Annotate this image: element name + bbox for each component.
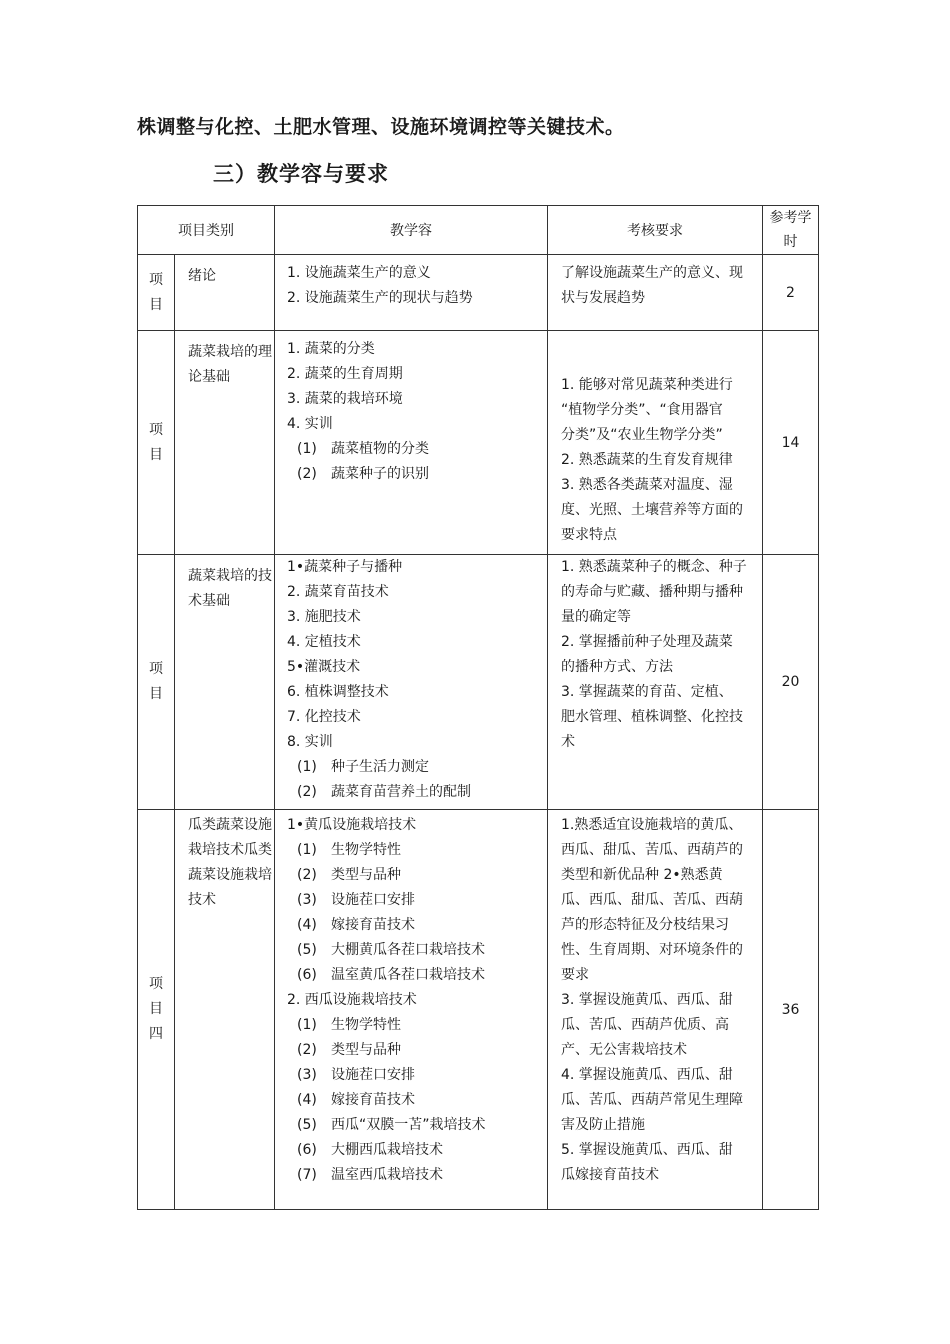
content-subitem	[287, 913, 547, 938]
requirement-line: 了解设施蔬菜生产的意义、现	[561, 265, 743, 281]
table-header-row	[138, 206, 819, 255]
content-item: 2. 设施蔬菜生产的现状与趋势	[287, 290, 473, 306]
subitem-number: (3)	[297, 1067, 317, 1083]
requirement-line: 瓜、苦瓜、西葫芦常见生理障	[561, 1092, 743, 1108]
content-item: 7. 化控技术	[287, 709, 361, 725]
category-char: 目	[149, 1001, 163, 1017]
content-subitem	[287, 938, 547, 963]
requirement-line: 术	[561, 734, 575, 750]
subitem-text: 生物学特性	[331, 842, 401, 858]
subitem-number: (1)	[297, 441, 317, 457]
subitem-text: 设施茬口安排	[331, 1067, 415, 1083]
subitem-number: (5)	[297, 1117, 317, 1133]
subitem-text: 温室黄瓜各茬口栽培技术	[331, 967, 485, 983]
category-char: 项	[149, 976, 163, 992]
subitem-text: 蔬菜育苗营养土的配制	[331, 784, 471, 800]
requirement-line: 2. 掌握播前种子处理及蔬菜	[561, 634, 733, 650]
content-subitem	[287, 780, 547, 805]
requirement-line: 西瓜、甜瓜、苦瓜、西葫芦的	[561, 842, 743, 858]
subitem-number: (1)	[297, 842, 317, 858]
category-number	[138, 555, 175, 810]
content-item: 1•蔬菜种子与播种	[287, 559, 403, 575]
intro-text: 株调整与化控、土肥水管理、设施环境调控等关键技术。	[137, 116, 625, 138]
requirement-line: 性、生育周期、对环境条件的	[561, 942, 743, 958]
content-subitem	[287, 1113, 547, 1138]
requirement-line: 2. 熟悉蔬菜的生育发育规律	[561, 452, 733, 468]
section-heading: 三）教学容与要求	[213, 162, 389, 186]
content-subitem	[287, 1088, 547, 1113]
curriculum-table	[137, 205, 819, 1210]
content-item: 3. 施肥技术	[287, 609, 361, 625]
content-subitem	[287, 838, 547, 863]
subitem-number: (4)	[297, 917, 317, 933]
header-category: 项目类别	[138, 206, 275, 255]
subitem-number: (1)	[297, 759, 317, 775]
subitem-number: (7)	[297, 1167, 317, 1183]
header-requirement: 考核要求	[548, 206, 763, 255]
subitem-text: 温室西瓜栽培技术	[331, 1167, 443, 1183]
category-char: 四	[149, 1026, 163, 1042]
category-name: 绪论	[175, 255, 275, 331]
requirement-line: “植物学分类”、“食用器官	[561, 402, 723, 418]
content-cell	[275, 555, 548, 810]
requirement-cell	[548, 331, 763, 555]
content-item: 1. 蔬菜的分类	[287, 341, 375, 357]
content-subitem	[287, 1038, 547, 1063]
requirement-line: 3. 掌握蔬菜的育苗、定植、	[561, 684, 733, 700]
category-number	[138, 255, 175, 331]
content-subitem	[287, 963, 547, 988]
subitem-text: 嫁接育苗技术	[331, 917, 415, 933]
content-subitem	[287, 863, 547, 888]
content-item: 4. 实训	[287, 416, 333, 432]
subitem-text: 蔬菜种子的识别	[331, 466, 429, 482]
subitem-text: 设施茬口安排	[331, 892, 415, 908]
subitem-number: (4)	[297, 1092, 317, 1108]
requirement-line: 要求特点	[561, 527, 617, 543]
category-name: 蔬菜栽培的技术基础	[175, 555, 275, 810]
category-number	[138, 810, 175, 1210]
category-char: 项	[149, 421, 163, 438]
subitem-text: 嫁接育苗技术	[331, 1092, 415, 1108]
category-char: 项	[149, 271, 163, 288]
category-char: 目	[149, 686, 163, 702]
content-item: 2. 蔬菜的生育周期	[287, 366, 403, 382]
content-cell	[275, 255, 548, 331]
subitem-text: 蔬菜植物的分类	[331, 441, 429, 457]
subitem-text: 类型与品种	[331, 867, 401, 883]
subitem-number: (2)	[297, 784, 317, 800]
subitem-number: (6)	[297, 967, 317, 983]
hours-cell: 20	[763, 555, 819, 810]
subitem-text: 生物学特性	[331, 1017, 401, 1033]
requirement-line: 的寿命与贮藏、播种期与播种	[561, 584, 743, 600]
subitem-number: (6)	[297, 1142, 317, 1158]
requirement-line: 的播种方式、方法	[561, 659, 673, 675]
content-item: 1. 设施蔬菜生产的意义	[287, 265, 431, 281]
content-item: 5•灌溉技术	[287, 659, 361, 675]
content-item: 6. 植株调整技术	[287, 684, 389, 700]
content-cell	[275, 810, 548, 1210]
subitem-number: (2)	[297, 466, 317, 482]
content-subitem	[287, 1063, 547, 1088]
requirement-line: 4. 掌握设施黄瓜、西瓜、甜	[561, 1067, 733, 1083]
subitem-number: (2)	[297, 867, 317, 883]
requirement-cell	[548, 255, 763, 331]
hours-cell: 14	[763, 331, 819, 555]
content-item: 4. 定植技术	[287, 634, 361, 650]
requirement-line: 5. 掌握设施黄瓜、西瓜、甜	[561, 1142, 733, 1158]
subitem-number: (2)	[297, 1042, 317, 1058]
requirement-line: 瓜、苦瓜、西葫芦优质、高	[561, 1017, 729, 1033]
requirement-line: 分类”及“农业生物学分类”	[561, 427, 723, 443]
content-subitem	[287, 462, 547, 487]
table-row	[138, 810, 819, 1210]
content-cell	[275, 331, 548, 555]
subitem-text: 种子生活力测定	[331, 759, 429, 775]
subitem-text: 西瓜“双膜一苫”栽培技术	[331, 1117, 486, 1133]
header-content: 教学容	[275, 206, 548, 255]
requirement-line: 3. 熟悉各类蔬菜对温度、湿	[561, 477, 733, 493]
category-name: 蔬菜栽培的理论基础	[175, 331, 275, 555]
header-hours: 参考学时	[763, 206, 819, 255]
category-char: 目	[149, 296, 163, 313]
requirement-line: 肥水管理、植株调整、化控技	[561, 709, 743, 725]
requirement-line: 瓜、西瓜、甜瓜、苦瓜、西葫	[561, 892, 743, 908]
category-char: 目	[149, 446, 163, 463]
content-item: 3. 蔬菜的栽培环境	[287, 391, 403, 407]
category-number	[138, 331, 175, 555]
subitem-number: (5)	[297, 942, 317, 958]
table-row	[138, 555, 819, 810]
hours-cell: 2	[763, 255, 819, 331]
table-row	[138, 331, 819, 555]
requirement-line: 状与发展趋势	[561, 290, 645, 306]
table-row	[138, 255, 819, 331]
content-item: 2. 西瓜设施栽培技术	[287, 992, 417, 1008]
requirement-line: 害及防止措施	[561, 1117, 645, 1133]
requirement-line: 度、光照、土壤营养等方面的	[561, 502, 743, 518]
category-char: 项	[149, 661, 163, 677]
category-name: 瓜类蔬菜设施栽培技术瓜类蔬菜设施栽培技术	[175, 810, 275, 1210]
requirement-line: 3. 掌握设施黄瓜、西瓜、甜	[561, 992, 733, 1008]
requirement-cell	[548, 810, 763, 1210]
requirement-line: 芦的形态特征及分枝结果习	[561, 917, 729, 933]
content-item: 8. 实训	[287, 734, 333, 750]
subitem-text: 类型与品种	[331, 1042, 401, 1058]
subitem-number: (1)	[297, 1017, 317, 1033]
content-subitem	[287, 1013, 547, 1038]
content-item: 1•黄瓜设施栽培技术	[287, 817, 417, 833]
content-subitem	[287, 888, 547, 913]
hours-cell: 36	[763, 810, 819, 1210]
requirement-line: 瓜嫁接育苗技术	[561, 1167, 659, 1183]
requirement-line: 类型和新优品种 2•熟悉黄	[561, 867, 723, 883]
requirement-line: 要求	[561, 967, 589, 983]
subitem-text: 大棚黄瓜各茬口栽培技术	[331, 942, 485, 958]
requirement-line: 产、无公害栽培技术	[561, 1042, 687, 1058]
requirement-line: 1. 能够对常见蔬菜种类进行	[561, 377, 733, 393]
requirement-line: 1. 熟悉蔬菜种子的概念、种子	[561, 559, 747, 575]
subitem-number: (3)	[297, 892, 317, 908]
content-subitem	[287, 437, 547, 462]
requirement-line: 1.熟悉适宜设施栽培的黄瓜、	[561, 817, 743, 833]
content-subitem	[287, 1138, 547, 1163]
subitem-text: 大棚西瓜栽培技术	[331, 1142, 443, 1158]
requirement-line: 量的确定等	[561, 609, 631, 625]
content-subitem	[287, 1163, 547, 1188]
content-subitem	[287, 755, 547, 780]
content-item: 2. 蔬菜育苗技术	[287, 584, 389, 600]
requirement-cell	[548, 555, 763, 810]
